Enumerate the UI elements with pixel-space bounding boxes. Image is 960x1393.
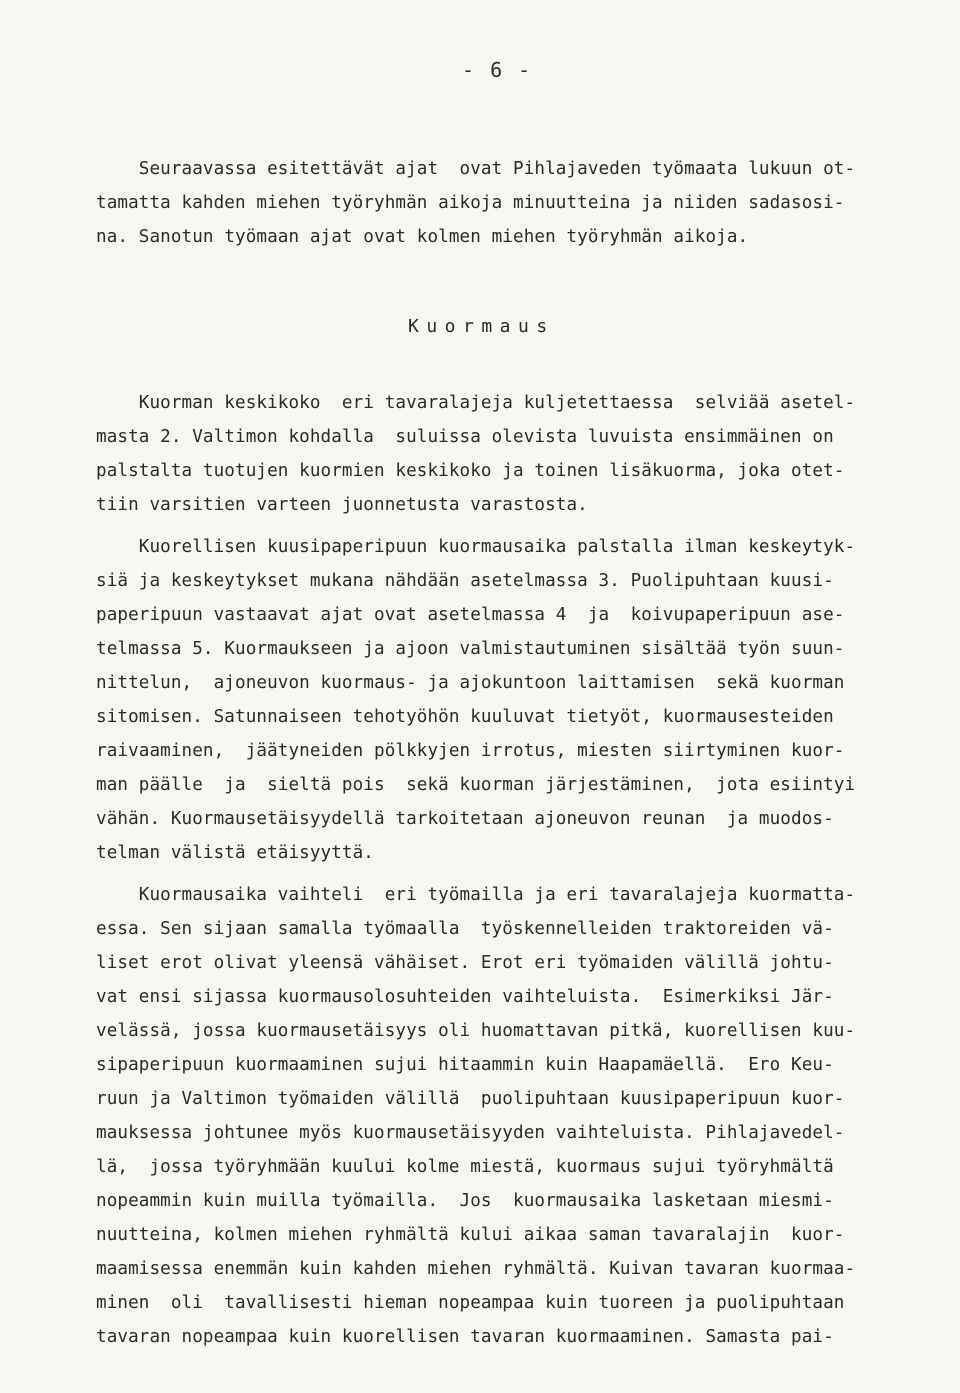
paragraph-gap xyxy=(96,522,886,530)
text-line: nuutteina, kolmen miehen ryhmältä kului aikaa saman tavaralajin kuor- xyxy=(96,1225,845,1245)
text-line: nittelun, ajoneuvon kuormaus- ja ajokuntoon laittamisen sekä kuorman xyxy=(96,673,845,693)
text-line: nopeammin kuin muilla työmailla. Jos kuormausaika lasketaan miesmi- xyxy=(96,1191,834,1211)
text-line: man päälle ja sieltä pois sekä kuorman järjestäminen, jota esiintyi xyxy=(96,775,856,795)
text-line: sipaperipuun kuormaaminen sujui hitaammin kuin Haapamäellä. Ero Keu- xyxy=(96,1055,834,1075)
text-line: Kuormausaika vaihteli eri työmailla ja eri tavaralajeja kuormatta- xyxy=(96,885,856,905)
text-line: siä ja keskeytykset mukana nähdään asetelmassa 3. Puolipuhtaan kuusi- xyxy=(96,571,834,591)
text-line: tamatta kahden miehen työryhmän aikoja minuutteina ja niiden sadasosi- xyxy=(96,193,845,213)
page-number: - 6 - xyxy=(462,58,533,82)
intro-paragraph xyxy=(96,152,886,254)
text-line: velässä, jossa kuormausetäisyys oli huomattavan pitkä, kuorellisen kuu- xyxy=(96,1021,856,1041)
text-line: lä, jossa työryhmään kuului kolme miestä, kuormaus sujui työryhmältä xyxy=(96,1157,834,1177)
text-line: palstalta tuotujen kuormien keskikoko ja toinen lisäkuorma, joka otet- xyxy=(96,461,845,481)
text-line: vähän. Kuormausetäisyydellä tarkoitetaan ajoneuvon reunan ja muodos- xyxy=(96,809,834,829)
text-line: Kuorellisen kuusipaperipuun kuormausaika palstalla ilman keskeytyk- xyxy=(96,537,856,557)
paragraph-gap xyxy=(96,870,886,878)
text-line: masta 2. Valtimon kohdalla suluissa olevista luvuista ensimmäinen on xyxy=(96,427,834,447)
paragraph-load-size xyxy=(96,386,886,522)
paragraph-variation xyxy=(96,878,886,1354)
section-heading: Kuormaus xyxy=(408,316,555,337)
text-line: maamisessa enemmän kuin kahden miehen ryhmältä. Kuivan tavaran kuormaa- xyxy=(96,1259,856,1279)
body-text xyxy=(96,386,886,1354)
paragraph-loading-time xyxy=(96,530,886,870)
text-line: tiin varsitien varteen juonnetusta varastosta. xyxy=(96,495,588,515)
text-line: mauksessa johtunee myös kuormausetäisyyden vaihteluista. Pihlajavedel- xyxy=(96,1123,845,1143)
text-line: Seuraavassa esitettävät ajat ovat Pihlajaveden työmaata lukuun ot- xyxy=(96,159,856,179)
text-line: minen oli tavallisesti hieman nopeampaa kuin tuoreen ja puolipuhtaan xyxy=(96,1293,845,1313)
text-line: na. Sanotun työmaan ajat ovat kolmen miehen työryhmän aikoja. xyxy=(96,227,749,247)
text-line: essa. Sen sijaan samalla työmaalla työskennelleiden traktoreiden vä- xyxy=(96,919,834,939)
text-line: sitomisen. Satunnaiseen tehotyöhön kuuluvat tietyöt, kuormausesteiden xyxy=(96,707,834,727)
text-line: ruun ja Valtimon työmaiden välillä puolipuhtaan kuusipaperipuun kuor- xyxy=(96,1089,845,1109)
text-line: telmassa 5. Kuormaukseen ja ajoon valmistautuminen sisältää työn suun- xyxy=(96,639,845,659)
text-line: paperipuun vastaavat ajat ovat asetelmassa 4 ja koivupaperipuun ase- xyxy=(96,605,845,625)
text-line: Kuorman keskikoko eri tavaralajeja kuljetettaessa selviää asetel- xyxy=(96,393,856,413)
text-line: tavaran nopeampaa kuin kuorellisen tavaran kuormaaminen. Samasta pai- xyxy=(96,1327,834,1347)
text-line: liset erot olivat yleensä vähäiset. Erot eri työmaiden välillä johtu- xyxy=(96,953,834,973)
text-line: vat ensi sijassa kuormausolosuhteiden vaihteluista. Esimerkiksi Jär- xyxy=(96,987,834,1007)
text-line: raivaaminen, jäätyneiden pölkkyjen irrotus, miesten siirtyminen kuor- xyxy=(96,741,845,761)
text-line: telman välistä etäisyyttä. xyxy=(96,843,375,863)
